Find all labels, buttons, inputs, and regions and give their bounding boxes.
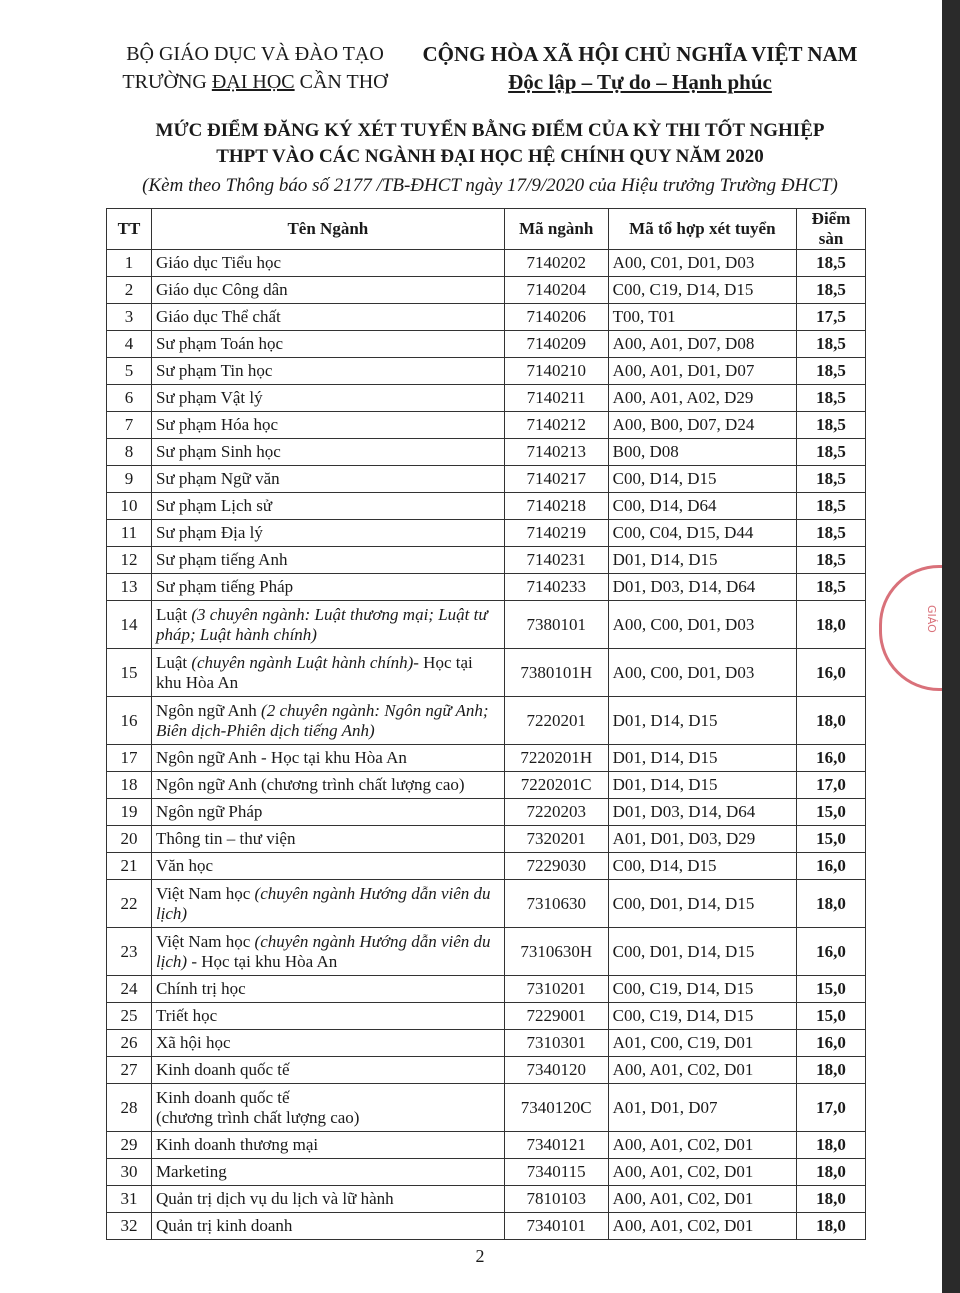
table-row [107, 649, 866, 697]
major-name-text: Sư phạm tiếng Anh [155, 550, 288, 569]
subject-combinations: D01, D14, D15 [608, 547, 796, 574]
subject-combinations: A00, B00, D07, D24 [608, 412, 796, 439]
minimum-score: 16,0 [797, 649, 866, 697]
major-name [151, 826, 504, 853]
major-name-text: Sư phạm Vật lý [155, 388, 263, 407]
major-name [151, 745, 504, 772]
major-name [151, 250, 504, 277]
minimum-score: 18,5 [797, 466, 866, 493]
major-name [151, 601, 504, 649]
table-row [107, 1084, 866, 1132]
subject-combinations: A00, A01, C02, D01 [608, 1213, 796, 1240]
minimum-score: 18,5 [797, 412, 866, 439]
minimum-score: 16,0 [797, 1030, 866, 1057]
right-edge-bar [942, 0, 960, 1293]
table-row [107, 439, 866, 466]
minimum-score: 18,5 [797, 493, 866, 520]
major-code: 7140212 [504, 412, 608, 439]
minimum-score: 18,0 [797, 1159, 866, 1186]
minimum-score: 17,0 [797, 772, 866, 799]
major-name-text: Kinh doanh thương mại [155, 1135, 319, 1154]
major-name-text: Sư phạm Địa lý [155, 523, 263, 542]
table-row [107, 1030, 866, 1057]
subject-combinations: D01, D14, D15 [608, 745, 796, 772]
row-number: 30 [107, 1159, 152, 1186]
row-number: 28 [107, 1084, 152, 1132]
subject-combinations: A00, A01, C02, D01 [608, 1186, 796, 1213]
table-row [107, 331, 866, 358]
column-header-combo: Mã tổ hợp xét tuyển [608, 209, 796, 250]
major-name [151, 574, 504, 601]
table-row [107, 1159, 866, 1186]
subject-combinations: B00, D08 [608, 439, 796, 466]
major-code: 7140213 [504, 439, 608, 466]
major-code: 7140209 [504, 331, 608, 358]
major-name [151, 331, 504, 358]
major-name [151, 1003, 504, 1030]
table-row [107, 1213, 866, 1240]
table-row [107, 358, 866, 385]
major-name [151, 520, 504, 547]
table-body [107, 250, 866, 1240]
major-code: 7140211 [504, 385, 608, 412]
row-number: 10 [107, 493, 152, 520]
major-code: 7140202 [504, 250, 608, 277]
subject-combinations: C00, D14, D15 [608, 466, 796, 493]
subject-combinations: D01, D14, D15 [608, 697, 796, 745]
row-number: 18 [107, 772, 152, 799]
row-number: 5 [107, 358, 152, 385]
major-name-text: Ngôn ngữ Anh (chương trình chất lượng cao) [155, 775, 465, 794]
major-note: (chuyên ngành Hướng dẫn viên du lịch) [155, 931, 491, 971]
major-name-text: Giáo dục Tiểu học [155, 253, 282, 272]
major-code: 7380101 [504, 601, 608, 649]
row-number: 4 [107, 331, 152, 358]
major-name-text: Giáo dục Công dân [155, 280, 288, 299]
major-name [151, 304, 504, 331]
major-name [151, 772, 504, 799]
row-number: 17 [107, 745, 152, 772]
major-name-text: Luật [155, 604, 192, 624]
major-name [151, 928, 504, 976]
table-row [107, 385, 866, 412]
major-name-suffix: (chương trình chất lượng cao) [155, 1107, 360, 1127]
row-number: 31 [107, 1186, 152, 1213]
minimum-score: 18,5 [797, 385, 866, 412]
major-name [151, 412, 504, 439]
minimum-score: 15,0 [797, 799, 866, 826]
major-name-text: Triết học [155, 1006, 218, 1025]
row-number: 25 [107, 1003, 152, 1030]
table-row [107, 1132, 866, 1159]
table-row [107, 520, 866, 547]
minimum-score: 18,0 [797, 601, 866, 649]
row-number: 29 [107, 1132, 152, 1159]
minimum-score: 18,5 [797, 520, 866, 547]
major-code: 7320201 [504, 826, 608, 853]
major-code: 7140231 [504, 547, 608, 574]
row-number: 14 [107, 601, 152, 649]
major-name [151, 1213, 504, 1240]
subject-combinations: C00, D14, D15 [608, 853, 796, 880]
subject-combinations: A00, C00, D01, D03 [608, 649, 796, 697]
subject-combinations: A00, A01, C02, D01 [608, 1132, 796, 1159]
major-code: 7140233 [504, 574, 608, 601]
subject-combinations: A01, D01, D03, D29 [608, 826, 796, 853]
subject-combinations: C00, D01, D14, D15 [608, 880, 796, 928]
subject-combinations: D01, D03, D14, D64 [608, 799, 796, 826]
row-number: 23 [107, 928, 152, 976]
row-number: 21 [107, 853, 152, 880]
major-code: 7340120C [504, 1084, 608, 1132]
major-name [151, 1159, 504, 1186]
table-row [107, 574, 866, 601]
row-number: 6 [107, 385, 152, 412]
minimum-score: 18,5 [797, 331, 866, 358]
major-name-text: Sư phạm Ngữ văn [155, 469, 280, 488]
major-name-text: Ngôn ngữ Anh [155, 700, 262, 720]
row-number: 22 [107, 880, 152, 928]
major-name [151, 466, 504, 493]
row-number: 7 [107, 412, 152, 439]
major-note: (chuyên ngành Luật hành chính) [191, 652, 414, 672]
row-number: 24 [107, 976, 152, 1003]
major-name-text: Ngôn ngữ Pháp [155, 802, 263, 821]
major-code: 7140218 [504, 493, 608, 520]
major-name-suffix: - Học tại khu Hòa An [155, 652, 473, 692]
major-name-text: Văn học [155, 856, 214, 875]
major-code: 7310630H [504, 928, 608, 976]
table-row [107, 976, 866, 1003]
major-name [151, 649, 504, 697]
row-number: 27 [107, 1057, 152, 1084]
table-row [107, 697, 866, 745]
major-name [151, 1084, 504, 1132]
table-row [107, 277, 866, 304]
column-header-code: Mã ngành [504, 209, 608, 250]
ministry-name: BỘ GIÁO DỤC VÀ ĐÀO TẠO [126, 43, 384, 65]
table-row [107, 826, 866, 853]
subject-combinations: C00, C19, D14, D15 [608, 1003, 796, 1030]
major-code: 7140210 [504, 358, 608, 385]
major-code: 7340101 [504, 1213, 608, 1240]
table-row [107, 412, 866, 439]
table-row [107, 601, 866, 649]
minimum-score: 18,5 [797, 574, 866, 601]
major-note: (2 chuyên ngành: Ngôn ngữ Anh; Biên dịch-Phiên dịch tiếng Anh) [155, 700, 489, 740]
national-motto: Độc lập – Tự do – Hạnh phúc [508, 70, 772, 94]
major-note: (chuyên ngành Hướng dẫn viên du lịch) [155, 883, 491, 923]
table-row [107, 880, 866, 928]
major-name-text: Kinh doanh quốc tế [155, 1060, 290, 1079]
subject-combinations: C00, D01, D14, D15 [608, 928, 796, 976]
subject-combinations: A00, A01, D07, D08 [608, 331, 796, 358]
row-number: 12 [107, 547, 152, 574]
national-title: CỘNG HÒA XÃ HỘI CHỦ NGHĨA VIỆT NAM [422, 42, 858, 66]
row-number: 3 [107, 304, 152, 331]
major-name [151, 976, 504, 1003]
major-name-text: Sư phạm Tin học [155, 361, 273, 380]
subject-combinations: A00, A01, C02, D01 [608, 1057, 796, 1084]
subject-combinations: C00, C04, D15, D44 [608, 520, 796, 547]
major-name-suffix: - Học tại khu Hòa An [187, 951, 338, 971]
major-code: 7810103 [504, 1186, 608, 1213]
subject-combinations: C00, D14, D64 [608, 493, 796, 520]
subject-combinations: A01, C00, C19, D01 [608, 1030, 796, 1057]
major-name-text: Việt Nam học [155, 883, 255, 903]
minimum-score: 15,0 [797, 826, 866, 853]
major-name [151, 880, 504, 928]
major-code: 7310301 [504, 1030, 608, 1057]
major-code: 7380101H [504, 649, 608, 697]
major-note: (3 chuyên ngành: Luật thương mại; Luật tư pháp; Luật hành chính) [155, 604, 488, 644]
university-name: TRƯỜNG ĐẠI HỌC CẦN THƠ [122, 71, 388, 93]
document-subtitle: (Kèm theo Thông báo số 2177 /TB-ĐHCT ngày 17/9/2020 của Hiệu trưởng Trường ĐHCT) [142, 175, 838, 196]
major-code: 7340120 [504, 1057, 608, 1084]
major-name-text: Sư phạm Lịch sử [155, 496, 273, 515]
table-header-row [107, 209, 866, 250]
major-name-text: Thông tin – thư viện [155, 829, 296, 848]
table-row [107, 493, 866, 520]
minimum-score: 16,0 [797, 928, 866, 976]
major-code: 7229030 [504, 853, 608, 880]
major-name [151, 1186, 504, 1213]
minimum-score: 18,0 [797, 1186, 866, 1213]
subject-combinations: A00, C01, D01, D03 [608, 250, 796, 277]
table-row [107, 1003, 866, 1030]
column-header-tt: TT [107, 209, 152, 250]
major-code: 7220203 [504, 799, 608, 826]
subject-combinations: A00, A01, C02, D01 [608, 1159, 796, 1186]
subject-combinations: C00, C19, D14, D15 [608, 277, 796, 304]
major-name [151, 277, 504, 304]
major-name-text: Xã hội học [155, 1033, 231, 1052]
major-name-text: Marketing [155, 1162, 227, 1181]
minimum-score: 16,0 [797, 853, 866, 880]
major-code: 7220201C [504, 772, 608, 799]
major-code: 7340115 [504, 1159, 608, 1186]
row-number: 13 [107, 574, 152, 601]
row-number: 26 [107, 1030, 152, 1057]
minimum-score: 18,0 [797, 1213, 866, 1240]
major-name [151, 547, 504, 574]
major-name-text: Chính trị học [155, 979, 246, 998]
major-name-text: Sư phạm tiếng Pháp [155, 577, 294, 596]
major-code: 7229001 [504, 1003, 608, 1030]
admission-score-table [106, 208, 866, 1240]
major-name-text: Ngôn ngữ Anh - Học tại khu Hòa An [155, 748, 407, 767]
major-name-text: Luật [155, 652, 192, 672]
major-name [151, 1057, 504, 1084]
major-code: 7220201H [504, 745, 608, 772]
subject-combinations: A00, A01, D01, D07 [608, 358, 796, 385]
row-number: 20 [107, 826, 152, 853]
minimum-score: 18,0 [797, 880, 866, 928]
row-number: 16 [107, 697, 152, 745]
subject-combinations: A01, D01, D07 [608, 1084, 796, 1132]
major-code: 7140219 [504, 520, 608, 547]
table-row [107, 853, 866, 880]
major-name-text: Sư phạm Sinh học [155, 442, 281, 461]
minimum-score: 16,0 [797, 745, 866, 772]
minimum-score: 15,0 [797, 1003, 866, 1030]
major-name [151, 439, 504, 466]
document-title: MỨC ĐIỂM ĐĂNG KÝ XÉT TUYỂN BẰNG ĐIỂM CỦA KỲ THI TỐT NGHIỆP THPT VÀO CÁC NGÀNH ĐẠI HỌC HỆ CHÍNH QUY NĂM 2020 [155, 120, 825, 167]
major-name [151, 1030, 504, 1057]
minimum-score: 18,5 [797, 358, 866, 385]
page-number: 2 [475, 1246, 485, 1266]
subject-combinations: A00, C00, D01, D03 [608, 601, 796, 649]
major-name-text: Sư phạm Hóa học [155, 415, 278, 434]
table-row [107, 1057, 866, 1084]
major-name-text: Sư phạm Toán học [155, 334, 284, 353]
major-name [151, 853, 504, 880]
table-row [107, 772, 866, 799]
seal-text: GIÁO [925, 605, 938, 633]
major-name [151, 1132, 504, 1159]
minimum-score: 18,5 [797, 250, 866, 277]
major-name [151, 799, 504, 826]
major-code: 7310201 [504, 976, 608, 1003]
national-header [420, 40, 860, 96]
subject-combinations: A00, A01, A02, D29 [608, 385, 796, 412]
major-code: 7140217 [504, 466, 608, 493]
minimum-score: 18,0 [797, 697, 866, 745]
subject-combinations: C00, C19, D14, D15 [608, 976, 796, 1003]
major-name [151, 697, 504, 745]
minimum-score: 15,0 [797, 976, 866, 1003]
column-header-name: Tên Ngành [151, 209, 504, 250]
row-number: 1 [107, 250, 152, 277]
major-code: 7310630 [504, 880, 608, 928]
table-row [107, 250, 866, 277]
table-row [107, 928, 866, 976]
table-row [107, 745, 866, 772]
table-row [107, 466, 866, 493]
table-row [107, 1186, 866, 1213]
subject-combinations: D01, D03, D14, D64 [608, 574, 796, 601]
major-code: 7340121 [504, 1132, 608, 1159]
major-name [151, 493, 504, 520]
row-number: 8 [107, 439, 152, 466]
major-name-text: Kinh doanh quốc tế [155, 1087, 290, 1107]
minimum-score: 17,0 [797, 1084, 866, 1132]
table-row [107, 547, 866, 574]
major-name-text: Giáo dục Thể chất [155, 307, 281, 326]
row-number: 11 [107, 520, 152, 547]
minimum-score: 18,0 [797, 1057, 866, 1084]
minimum-score: 17,5 [797, 304, 866, 331]
minimum-score: 18,5 [797, 547, 866, 574]
major-code: 7140204 [504, 277, 608, 304]
major-code: 7140206 [504, 304, 608, 331]
ministry-header [110, 40, 400, 96]
subject-combinations: T00, T01 [608, 304, 796, 331]
row-number: 9 [107, 466, 152, 493]
major-name-text: Việt Nam học [155, 931, 255, 951]
major-name [151, 358, 504, 385]
minimum-score: 18,0 [797, 1132, 866, 1159]
minimum-score: 18,5 [797, 439, 866, 466]
row-number: 15 [107, 649, 152, 697]
column-header-score: Điểm sàn [797, 209, 866, 250]
major-name [151, 385, 504, 412]
table-row [107, 799, 866, 826]
major-code: 7220201 [504, 697, 608, 745]
subject-combinations: D01, D14, D15 [608, 772, 796, 799]
row-number: 19 [107, 799, 152, 826]
row-number: 2 [107, 277, 152, 304]
row-number: 32 [107, 1213, 152, 1240]
minimum-score: 18,5 [797, 277, 866, 304]
table-row [107, 304, 866, 331]
major-name-text: Quản trị kinh doanh [155, 1216, 293, 1235]
major-name-text: Quản trị dịch vụ du lịch và lữ hành [155, 1189, 394, 1208]
